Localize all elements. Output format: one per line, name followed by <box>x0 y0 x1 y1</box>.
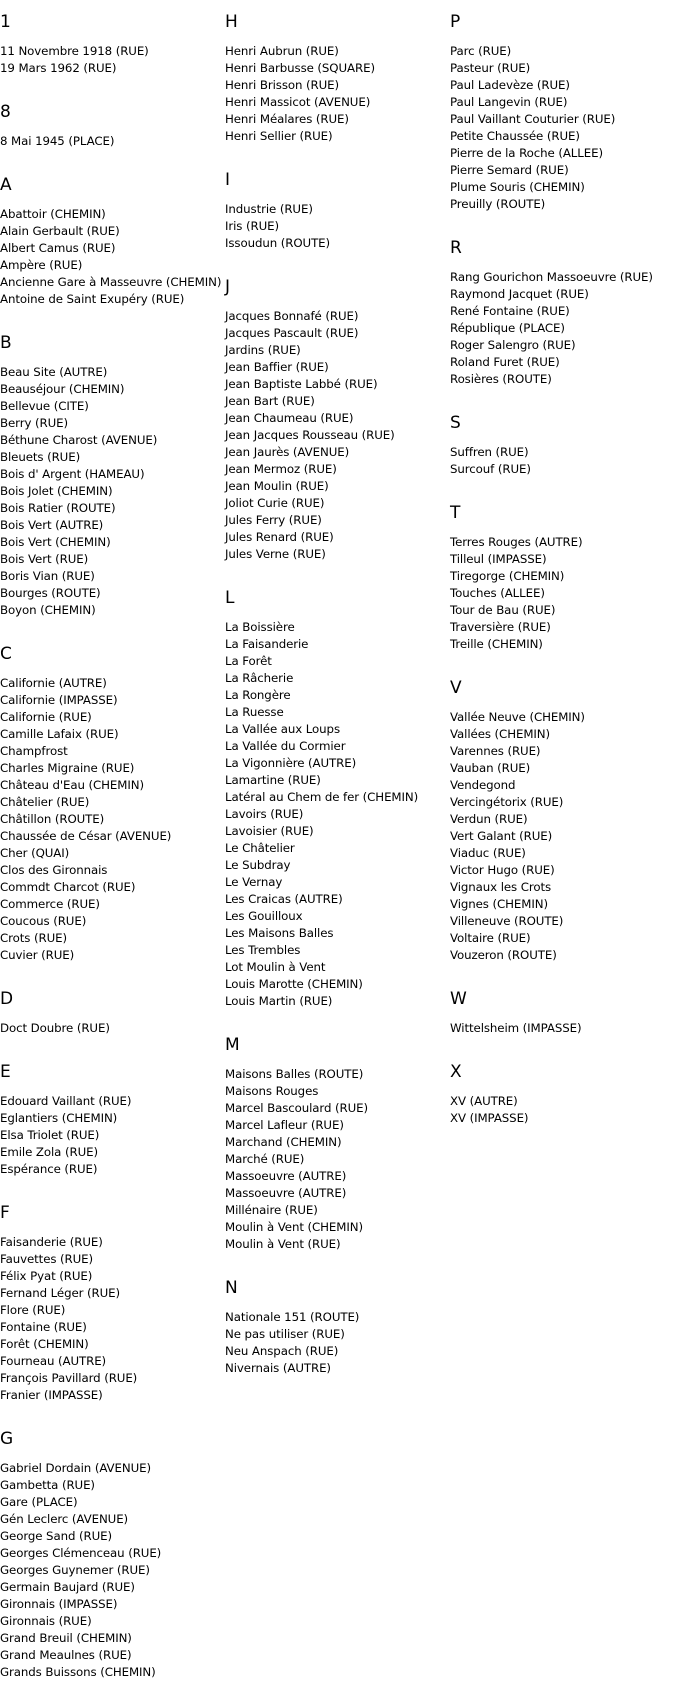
street-link[interactable]: Grand Breuil (CHEMIN) <box>0 1631 132 1645</box>
street-link[interactable]: Paul Ladevèze (RUE) <box>450 78 570 92</box>
section-letter-heading: C <box>0 644 12 664</box>
street-link[interactable]: Moulin à Vent (CHEMIN) <box>225 1220 363 1234</box>
street-link[interactable]: Treille (CHEMIN) <box>450 637 543 651</box>
street-list <box>225 1309 447 1377</box>
street-link[interactable]: Maisons Balles (ROUTE) <box>225 1067 364 1081</box>
street-link[interactable]: La Forêt <box>225 654 272 668</box>
street-link[interactable]: Bois Vert (AUTRE) <box>0 518 104 532</box>
letter-section <box>225 10 447 145</box>
street-link[interactable]: Louis Marotte (CHEMIN) <box>225 977 363 991</box>
street-link[interactable]: Bois Vert (RUE) <box>0 552 89 566</box>
section-letter-heading: R <box>450 238 462 258</box>
street-link[interactable]: Californie (IMPASSE) <box>0 693 118 707</box>
street-link[interactable]: Elsa Triolet (RUE) <box>0 1128 100 1142</box>
street-link[interactable]: Cher (QUAI) <box>0 846 70 860</box>
street-link[interactable]: George Sand (RUE) <box>0 1529 112 1543</box>
letter-section <box>450 501 672 653</box>
street-list <box>0 1093 222 1178</box>
street-link[interactable]: Château d'Eau (CHEMIN) <box>0 778 144 792</box>
street-link[interactable]: Bois Jolet (CHEMIN) <box>0 484 113 498</box>
street-link[interactable]: Champfrost <box>0 744 68 758</box>
street-link[interactable]: Roger Salengro (RUE) <box>450 338 576 352</box>
street-link[interactable]: Commerce (RUE) <box>0 897 100 911</box>
section-letter-heading: V <box>450 678 462 698</box>
street-link[interactable]: Jean Baffier (RUE) <box>225 360 329 374</box>
street-list <box>0 1234 222 1404</box>
street-link[interactable]: Viaduc (RUE) <box>450 846 526 860</box>
street-link[interactable]: Voltaire (RUE) <box>450 931 531 945</box>
street-link[interactable]: Californie (RUE) <box>0 710 92 724</box>
street-link[interactable]: Jacques Bonnafé (RUE) <box>225 309 359 323</box>
street-link[interactable]: Industrie (RUE) <box>225 202 313 216</box>
street-link[interactable]: Boris Vian (RUE) <box>0 569 95 583</box>
street-link[interactable]: Boyon (CHEMIN) <box>0 603 96 617</box>
street-link[interactable]: Issoudun (ROUTE) <box>225 236 331 250</box>
street-link[interactable]: Latéral au Chem de fer (CHEMIN) <box>225 790 419 804</box>
street-link[interactable]: Vallées (CHEMIN) <box>450 727 550 741</box>
letter-section <box>0 1201 222 1404</box>
street-link[interactable]: Châtillon (ROUTE) <box>0 812 105 826</box>
street-link[interactable]: Henri Sellier (RUE) <box>225 129 333 143</box>
street-link[interactable]: Georges Guynemer (RUE) <box>0 1563 150 1577</box>
section-letter-heading: X <box>450 1062 462 1082</box>
letter-section <box>225 275 447 563</box>
street-link[interactable]: Tilleul (IMPASSE) <box>450 552 547 566</box>
street-link[interactable]: Gabriel Dordain (AVENUE) <box>0 1461 151 1475</box>
street-link[interactable]: Germain Baujard (RUE) <box>0 1580 135 1594</box>
street-link[interactable]: Charles Migraine (RUE) <box>0 761 135 775</box>
street-index-column-1 <box>0 10 222 1704</box>
street-link[interactable]: Jean Moulin (RUE) <box>225 479 329 493</box>
street-link[interactable]: Suffren (RUE) <box>450 445 529 459</box>
street-list <box>450 534 672 653</box>
street-link[interactable]: Georges Clémenceau (RUE) <box>0 1546 162 1560</box>
street-link[interactable]: Rang Gourichon Massoeuvre (RUE) <box>450 270 653 284</box>
section-letter-heading: W <box>450 989 467 1009</box>
letter-section <box>0 1060 222 1178</box>
street-link[interactable]: Roland Furet (RUE) <box>450 355 560 369</box>
street-link[interactable]: Jean Baptiste Labbé (RUE) <box>225 377 378 391</box>
street-link[interactable]: Jean Chaumeau (RUE) <box>225 411 354 425</box>
street-link[interactable]: Commdt Charcot (RUE) <box>0 880 136 894</box>
street-link[interactable]: Vendegond <box>450 778 516 792</box>
street-link[interactable]: Fourneau (AUTRE) <box>0 1354 107 1368</box>
street-link[interactable]: 19 Mars 1962 (RUE) <box>0 61 117 75</box>
street-link[interactable]: Pasteur (RUE) <box>450 61 531 75</box>
street-link[interactable]: Bourges (ROUTE) <box>0 586 101 600</box>
street-link[interactable]: Les Gouilloux <box>225 909 303 923</box>
letter-section <box>225 586 447 1010</box>
street-link[interactable]: Lavoirs (RUE) <box>225 807 304 821</box>
street-link[interactable]: La Rongère <box>225 688 291 702</box>
letter-section <box>225 1276 447 1377</box>
street-link[interactable]: Le Châtelier <box>225 841 295 855</box>
street-link[interactable]: Neu Anspach (RUE) <box>225 1344 339 1358</box>
street-link[interactable]: Vignes (CHEMIN) <box>450 897 548 911</box>
street-list <box>0 43 222 77</box>
street-link[interactable]: Gambetta (RUE) <box>0 1478 95 1492</box>
section-letter-heading: B <box>0 333 12 353</box>
street-link[interactable]: Pierre de la Roche (ALLEE) <box>450 146 603 160</box>
street-link[interactable]: Antoine de Saint Exupéry (RUE) <box>0 292 185 306</box>
street-link[interactable]: La Boissière <box>225 620 295 634</box>
street-link[interactable]: Maisons Rouges <box>225 1084 319 1098</box>
street-list <box>0 1020 222 1037</box>
street-link[interactable]: Grand Meaulnes (RUE) <box>0 1648 132 1662</box>
section-letter-heading: N <box>225 1278 238 1298</box>
letter-section <box>450 236 672 388</box>
street-link[interactable]: Camille Lafaix (RUE) <box>0 727 119 741</box>
section-letter-heading: E <box>0 1062 11 1082</box>
street-link[interactable]: Bois Vert (CHEMIN) <box>0 535 111 549</box>
street-link[interactable]: Jardins (RUE) <box>225 343 301 357</box>
street-link[interactable]: Flore (RUE) <box>0 1303 66 1317</box>
street-link[interactable]: Bois Ratier (ROUTE) <box>0 501 116 515</box>
street-link[interactable]: Preuilly (ROUTE) <box>450 197 546 211</box>
letter-section <box>225 1033 447 1253</box>
street-list <box>225 1066 447 1253</box>
street-link[interactable]: Vercingétorix (RUE) <box>450 795 564 809</box>
street-link[interactable]: Bleuets (RUE) <box>0 450 81 464</box>
street-link[interactable]: René Fontaine (RUE) <box>450 304 570 318</box>
street-link[interactable]: Nationale 151 (ROUTE) <box>225 1310 360 1324</box>
letter-section <box>0 100 222 150</box>
street-link[interactable]: Villeneuve (ROUTE) <box>450 914 564 928</box>
street-link[interactable]: XV (IMPASSE) <box>450 1111 529 1125</box>
section-letter-heading: S <box>450 413 461 433</box>
street-link[interactable]: Espérance (RUE) <box>0 1162 98 1176</box>
street-link[interactable]: Raymond Jacquet (RUE) <box>450 287 589 301</box>
street-link[interactable]: La Faisanderie <box>225 637 309 651</box>
street-list <box>0 675 222 964</box>
section-letter-heading: M <box>225 1035 240 1055</box>
street-link[interactable]: Plume Souris (CHEMIN) <box>450 180 585 194</box>
street-link[interactable]: Henri Barbusse (SQUARE) <box>225 61 375 75</box>
street-link[interactable]: Jules Renard (RUE) <box>225 530 334 544</box>
street-link[interactable]: Vert Galant (RUE) <box>450 829 553 843</box>
street-link[interactable]: Bellevue (CITE) <box>0 399 89 413</box>
street-link[interactable]: Jean Bart (RUE) <box>225 394 315 408</box>
street-link[interactable]: Gare (PLACE) <box>0 1495 78 1509</box>
street-link[interactable]: Marcel Bascoulard (RUE) <box>225 1101 368 1115</box>
street-link[interactable]: Petite Chaussée (RUE) <box>450 129 580 143</box>
street-link[interactable]: Traversière (RUE) <box>450 620 551 634</box>
street-link[interactable]: Nivernais (AUTRE) <box>225 1361 331 1375</box>
street-link[interactable]: 8 Mai 1945 (PLACE) <box>0 134 115 148</box>
street-link[interactable]: Millénaire (RUE) <box>225 1203 318 1217</box>
street-link[interactable]: Grands Buissons (CHEMIN) <box>0 1665 156 1679</box>
street-link[interactable]: Henri Brisson (RUE) <box>225 78 340 92</box>
street-link[interactable]: Le Vernay <box>225 875 283 889</box>
street-link[interactable]: Faisanderie (RUE) <box>0 1235 103 1249</box>
section-letter-heading: T <box>450 503 461 523</box>
street-link[interactable]: Louis Martin (RUE) <box>225 994 333 1008</box>
street-link[interactable]: Bois d' Argent (HAMEAU) <box>0 467 145 481</box>
street-link[interactable]: Ancienne Gare à Masseuvre (CHEMIN) <box>0 275 222 289</box>
letter-section <box>0 1427 222 1681</box>
street-link[interactable]: Marcel Lafleur (RUE) <box>225 1118 344 1132</box>
street-link[interactable]: Vallée Neuve (CHEMIN) <box>450 710 585 724</box>
street-link[interactable]: Alain Gerbault (RUE) <box>0 224 120 238</box>
letter-section <box>0 642 222 964</box>
street-link[interactable]: La Râcherie <box>225 671 294 685</box>
street-link[interactable]: Edouard Vaillant (RUE) <box>0 1094 132 1108</box>
section-letter-heading: G <box>0 1429 14 1449</box>
letter-section <box>450 676 672 964</box>
street-link[interactable]: Abattoir (CHEMIN) <box>0 207 106 221</box>
section-letter-heading: P <box>450 12 461 32</box>
street-link[interactable]: Victor Hugo (RUE) <box>450 863 555 877</box>
street-link[interactable]: Iris (RUE) <box>225 219 279 233</box>
street-link[interactable]: Berry (RUE) <box>0 416 68 430</box>
street-list <box>450 1093 672 1127</box>
letter-section <box>225 168 447 252</box>
street-link[interactable]: Cuvier (RUE) <box>0 948 75 962</box>
street-link[interactable]: Verdun (RUE) <box>450 812 528 826</box>
section-letter-heading: 8 <box>0 102 11 122</box>
street-link[interactable]: Fauvettes (RUE) <box>0 1252 94 1266</box>
letter-section <box>450 1060 672 1127</box>
street-link[interactable]: Ampère (RUE) <box>0 258 83 272</box>
letter-section <box>450 10 672 213</box>
section-letter-heading: J <box>225 277 231 297</box>
street-link[interactable]: Gironnais (IMPASSE) <box>0 1597 118 1611</box>
street-list <box>225 619 447 1010</box>
street-link[interactable]: Clos des Gironnais <box>0 863 108 877</box>
street-link[interactable]: Fontaine (RUE) <box>0 1320 87 1334</box>
street-link[interactable]: Tour de Bau (RUE) <box>450 603 556 617</box>
street-list <box>225 308 447 563</box>
street-link[interactable]: Jean Jaurès (AVENUE) <box>225 445 350 459</box>
street-link[interactable]: Forêt (CHEMIN) <box>0 1337 89 1351</box>
section-letter-heading: 1 <box>0 12 11 32</box>
street-link[interactable]: La Ruesse <box>225 705 284 719</box>
street-link[interactable]: Béthune Charost (AVENUE) <box>0 433 158 447</box>
street-link[interactable]: Les Maisons Balles <box>225 926 334 940</box>
street-list <box>450 269 672 388</box>
street-link[interactable]: Lavoisier (RUE) <box>225 824 314 838</box>
street-link[interactable]: Albert Camus (RUE) <box>0 241 116 255</box>
letter-section <box>0 987 222 1037</box>
street-list <box>0 1460 222 1681</box>
street-list <box>225 43 447 145</box>
street-link[interactable]: Beau Site (AUTRE) <box>0 365 108 379</box>
street-list <box>450 444 672 478</box>
street-link[interactable]: Beauséjour (CHEMIN) <box>0 382 125 396</box>
street-link[interactable]: Eglantiers (CHEMIN) <box>0 1111 118 1125</box>
street-link[interactable]: Les Trembles <box>225 943 301 957</box>
street-link[interactable]: La Vallée du Cormier <box>225 739 346 753</box>
street-list <box>0 206 222 308</box>
letter-section <box>450 987 672 1037</box>
street-list <box>0 133 222 150</box>
street-list <box>225 201 447 252</box>
section-letter-heading: L <box>225 588 235 608</box>
street-link[interactable]: Paul Vaillant Couturier (RUE) <box>450 112 616 126</box>
street-link[interactable]: Joliot Curie (RUE) <box>225 496 325 510</box>
letter-section <box>0 331 222 619</box>
street-link[interactable]: Jean Jacques Rousseau (RUE) <box>225 428 395 442</box>
street-list <box>450 709 672 964</box>
street-link[interactable]: Massoeuvre (AUTRE) <box>225 1186 347 1200</box>
street-link[interactable]: Fernand Léger (RUE) <box>0 1286 121 1300</box>
street-link[interactable]: Tiregorge (CHEMIN) <box>450 569 565 583</box>
street-link[interactable]: Wittelsheim (IMPASSE) <box>450 1021 582 1035</box>
section-letter-heading: H <box>225 12 238 32</box>
street-link[interactable]: Massoeuvre (AUTRE) <box>225 1169 347 1183</box>
section-letter-heading: F <box>0 1203 10 1223</box>
street-link[interactable]: La Vigonnière (AUTRE) <box>225 756 357 770</box>
street-link[interactable]: Coucous (RUE) <box>0 914 87 928</box>
street-link[interactable]: Surcouf (RUE) <box>450 462 531 476</box>
street-link[interactable]: Emile Zola (RUE) <box>0 1145 98 1159</box>
street-link[interactable]: Jacques Pascault (RUE) <box>225 326 359 340</box>
letter-section <box>450 411 672 478</box>
street-link[interactable]: Vauban (RUE) <box>450 761 531 775</box>
street-link[interactable]: Parc (RUE) <box>450 44 512 58</box>
street-link[interactable]: Lamartine (RUE) <box>225 773 321 787</box>
street-link[interactable]: Terres Rouges (AUTRE) <box>450 535 583 549</box>
street-link[interactable]: Touches (ALLEE) <box>450 586 545 600</box>
section-letter-heading: A <box>0 175 12 195</box>
street-list <box>450 1020 672 1037</box>
street-link[interactable]: Félix Pyat (RUE) <box>0 1269 93 1283</box>
street-link[interactable]: Lot Moulin à Vent <box>225 960 326 974</box>
street-link[interactable]: Jules Ferry (RUE) <box>225 513 322 527</box>
letter-section <box>0 173 222 308</box>
street-link[interactable]: Henri Aubrun (RUE) <box>225 44 339 58</box>
street-link[interactable]: Chaussée de César (AVENUE) <box>0 829 172 843</box>
street-link[interactable]: Rosières (ROUTE) <box>450 372 552 386</box>
street-link[interactable]: Doct Doubre (RUE) <box>0 1021 110 1035</box>
street-link[interactable]: Pierre Semard (RUE) <box>450 163 569 177</box>
street-link[interactable]: Jean Mermoz (RUE) <box>225 462 337 476</box>
street-link[interactable]: XV (AUTRE) <box>450 1094 518 1108</box>
street-link[interactable]: Henri Massicot (AVENUE) <box>225 95 371 109</box>
street-index-column-3 <box>450 10 672 1150</box>
street-link[interactable]: Jules Verne (RUE) <box>225 547 326 561</box>
street-index-column-2 <box>225 10 447 1400</box>
street-link[interactable]: 11 Novembre 1918 (RUE) <box>0 44 149 58</box>
section-letter-heading: D <box>0 989 14 1009</box>
street-link[interactable]: Châtelier (RUE) <box>0 795 90 809</box>
street-link[interactable]: Le Subdray <box>225 858 291 872</box>
street-link[interactable]: Crots (RUE) <box>0 931 67 945</box>
street-list <box>0 364 222 619</box>
street-link[interactable]: Gén Leclerc (AVENUE) <box>0 1512 129 1526</box>
street-link[interactable]: La Vallée aux Loups <box>225 722 340 736</box>
section-letter-heading: I <box>225 170 231 190</box>
street-link[interactable]: François Pavillard (RUE) <box>0 1371 138 1385</box>
street-link[interactable]: Moulin à Vent (RUE) <box>225 1237 341 1251</box>
street-link[interactable]: Varennes (RUE) <box>450 744 541 758</box>
street-link[interactable]: Marché (RUE) <box>225 1152 305 1166</box>
street-link[interactable]: Californie (AUTRE) <box>0 676 107 690</box>
street-link[interactable]: Vouzeron (ROUTE) <box>450 948 557 962</box>
street-link[interactable]: Henri Méalares (RUE) <box>225 112 349 126</box>
street-link[interactable]: Vignaux les Crots <box>450 880 552 894</box>
street-link[interactable]: Franier (IMPASSE) <box>0 1388 103 1402</box>
street-link[interactable]: Paul Langevin (RUE) <box>450 95 568 109</box>
street-link[interactable]: Les Craicas (AUTRE) <box>225 892 343 906</box>
street-link[interactable]: Gironnais (RUE) <box>0 1614 92 1628</box>
street-link[interactable]: Marchand (CHEMIN) <box>225 1135 342 1149</box>
street-link[interactable]: Ne pas utiliser (RUE) <box>225 1327 345 1341</box>
street-list <box>450 43 672 213</box>
street-link[interactable]: République (PLACE) <box>450 321 565 335</box>
letter-section <box>0 10 222 77</box>
